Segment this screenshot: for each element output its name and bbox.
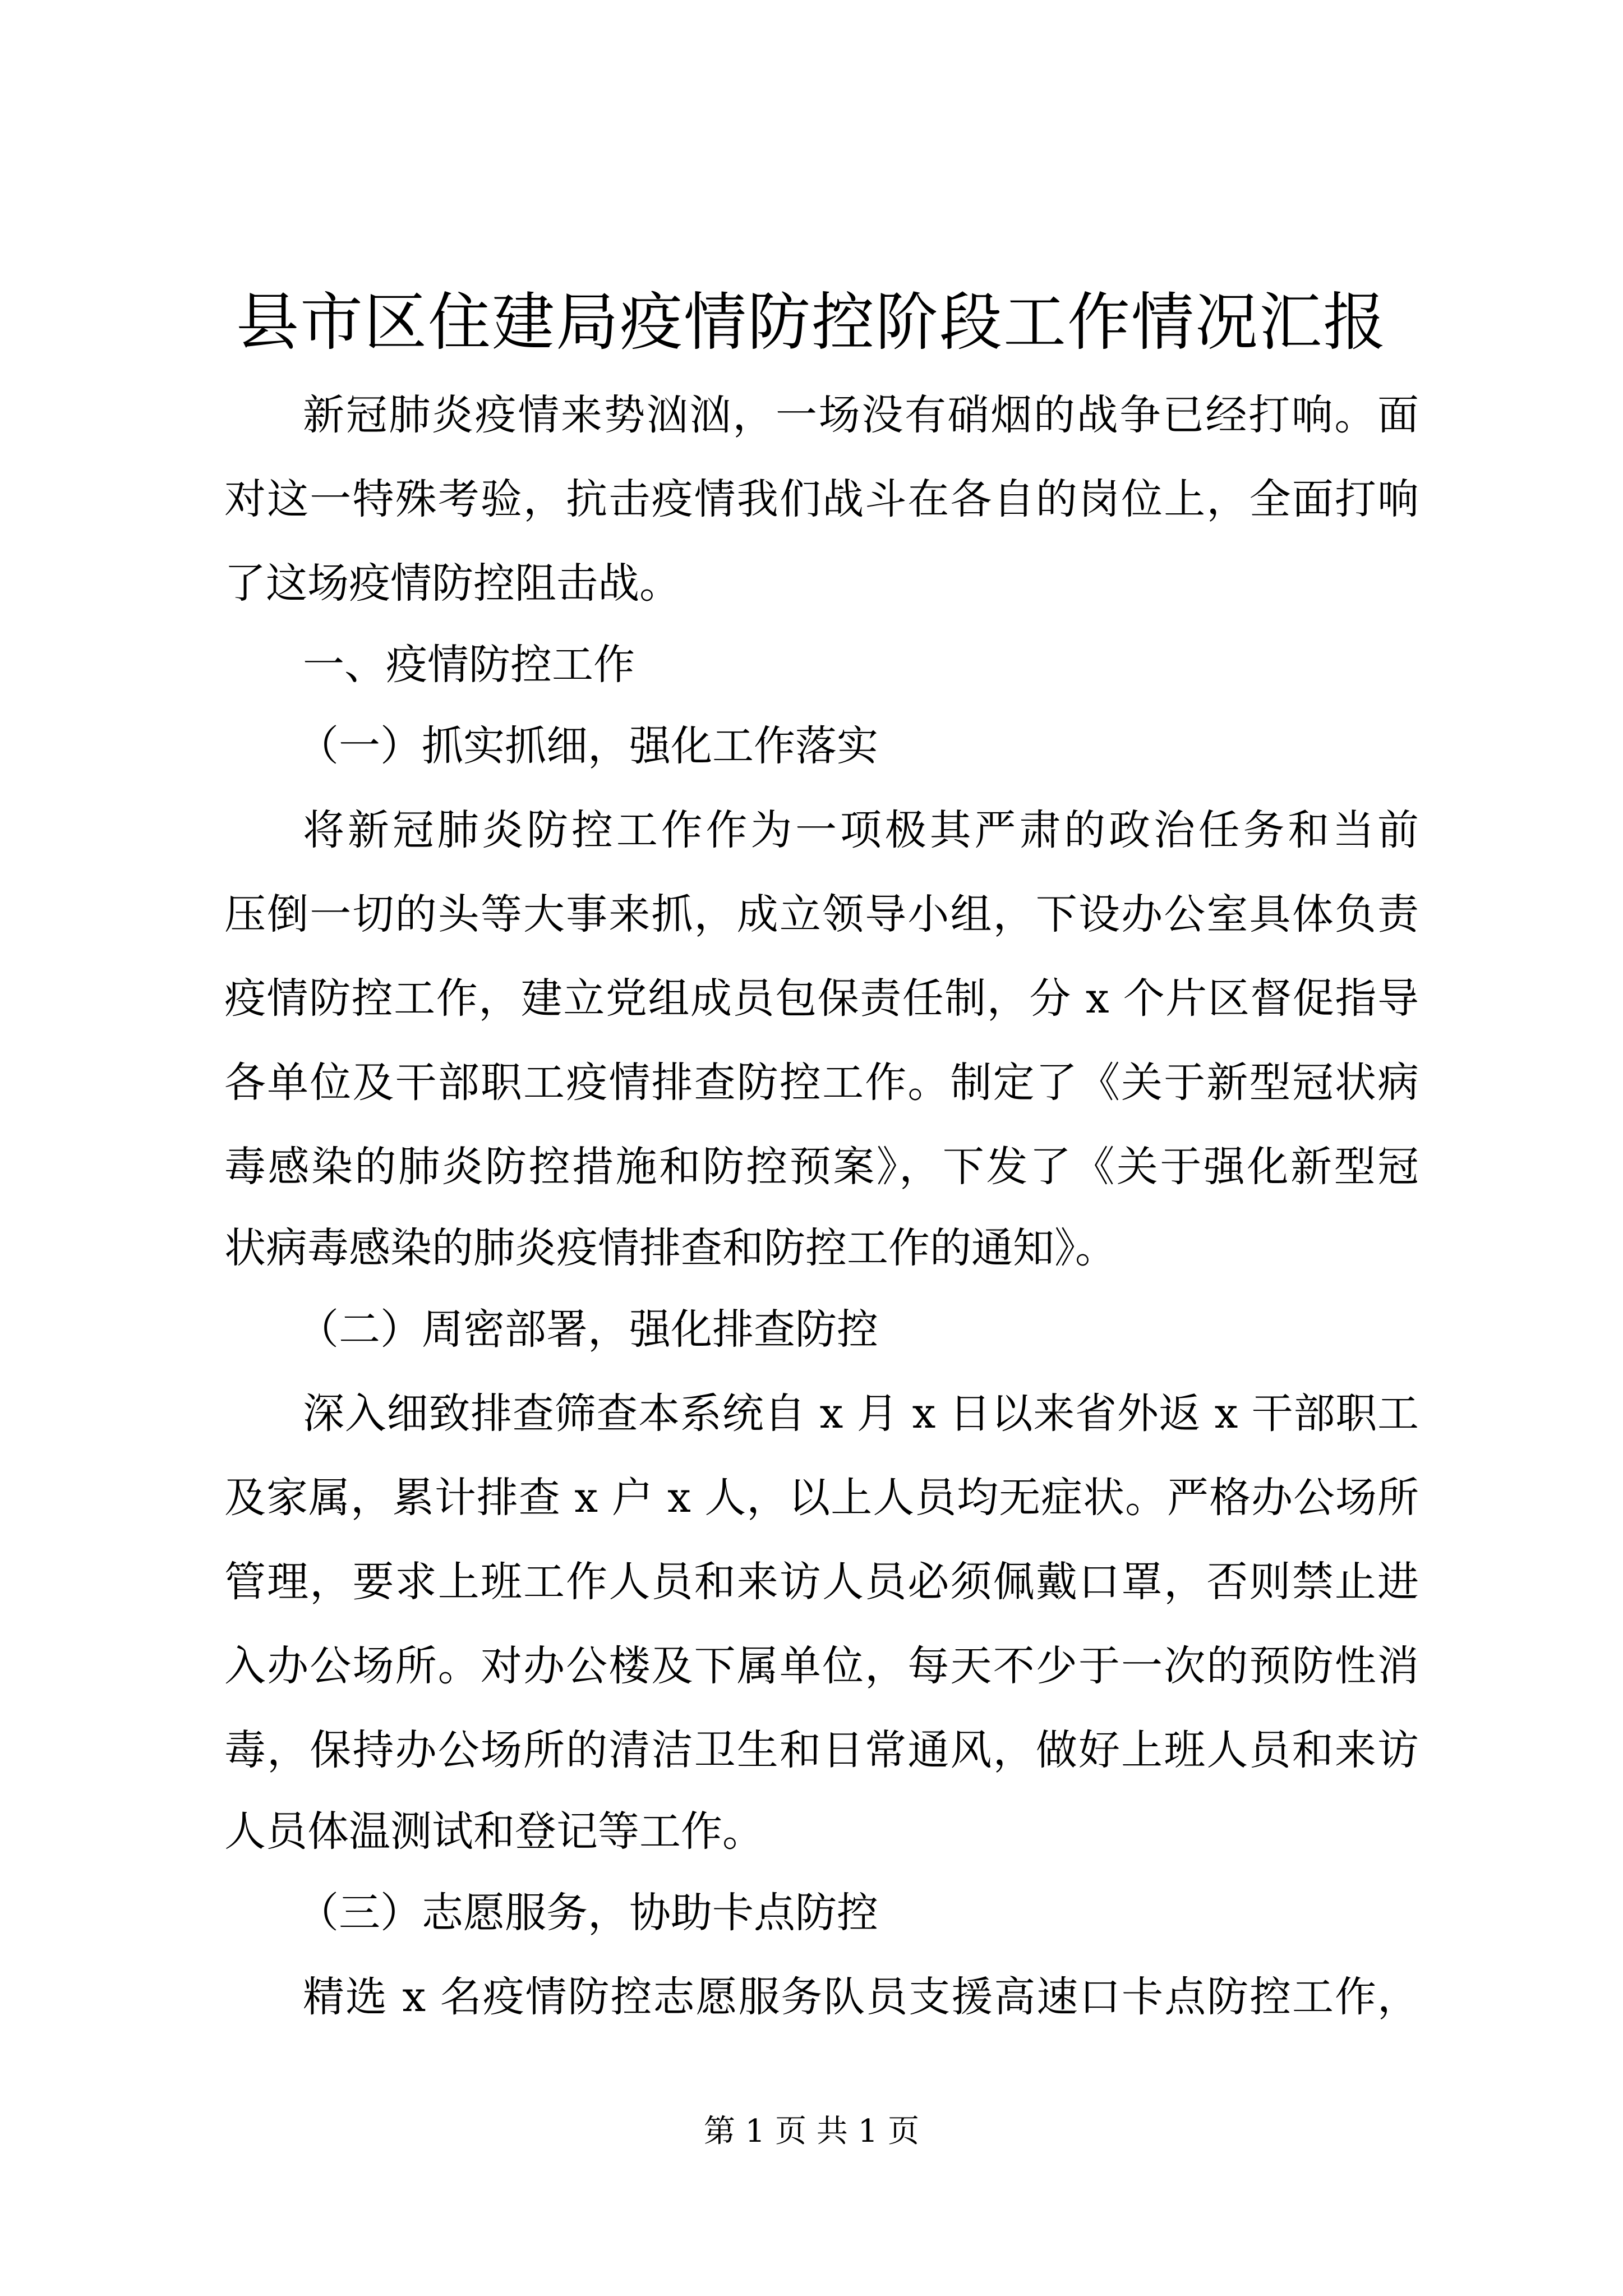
subsection-heading: （二）周密部署，强化排查防控 xyxy=(297,1305,878,1354)
subsection-heading: （三）志愿服务，协助卡点防控 xyxy=(297,1889,878,1937)
paragraph-line: 疫情防控工作，建立党组成员包保责任制，分 x 个片区督促指导 xyxy=(224,974,1419,1023)
section-heading: 一、疫情防控工作 xyxy=(303,641,635,689)
page-footer: 第 1 页 共 1 页 xyxy=(703,2113,920,2150)
subsection-heading: （一）抓实抓细，强化工作落实 xyxy=(297,722,878,770)
paragraph-line: 管理，要求上班工作人员和来访人员必须佩戴口罩，否则禁止进 xyxy=(224,1558,1419,1606)
paragraph-line: 毒感染的肺炎防控措施和防控预案》，下发了《关于强化新型冠 xyxy=(224,1143,1419,1191)
document-title: 县市区住建局疫情防控阶段工作情况汇报 xyxy=(236,286,1387,359)
paragraph-line: 毒，保持办公场所的清洁卫生和日常通风，做好上班人员和来访 xyxy=(224,1726,1419,1774)
paragraph-line: 深入细致排查筛查本系统自 x 月 x 日以来省外返 x 干部职工 xyxy=(303,1389,1419,1438)
paragraph-line: 及家属，累计排查 x 户 x 人，以上人员均无症状。严格办公场所 xyxy=(224,1474,1419,1522)
paragraph-line: 对这一特殊考验，抗击疫情我们战斗在各自的岗位上，全面打响 xyxy=(224,475,1419,523)
paragraph-line: 入办公场所。对办公楼及下属单位，每天不少于一次的预防性消 xyxy=(224,1642,1419,1690)
paragraph-line: 了这场疫情防控阻击战。 xyxy=(224,559,681,608)
paragraph-line: 状病毒感染的肺炎疫情排查和防控工作的通知》。 xyxy=(224,1224,1117,1272)
paragraph-line: 人员体温测试和登记等工作。 xyxy=(224,1807,764,1856)
paragraph-line: 精选 x 名疫情防控志愿服务队员支援高速口卡点防控工作， xyxy=(303,1973,1419,2021)
paragraph-line: 各单位及干部职工疫情排查防控工作。制定了《关于新型冠状病 xyxy=(224,1059,1419,1107)
paragraph-line: 将新冠肺炎防控工作作为一项极其严肃的政治任务和当前 xyxy=(303,806,1419,854)
paragraph-line: 压倒一切的头等大事来抓，成立领导小组，下设办公室具体负责 xyxy=(224,890,1419,938)
paragraph-line: 新冠肺炎疫情来势汹汹，一场没有硝烟的战争已经打响。面 xyxy=(303,391,1419,439)
